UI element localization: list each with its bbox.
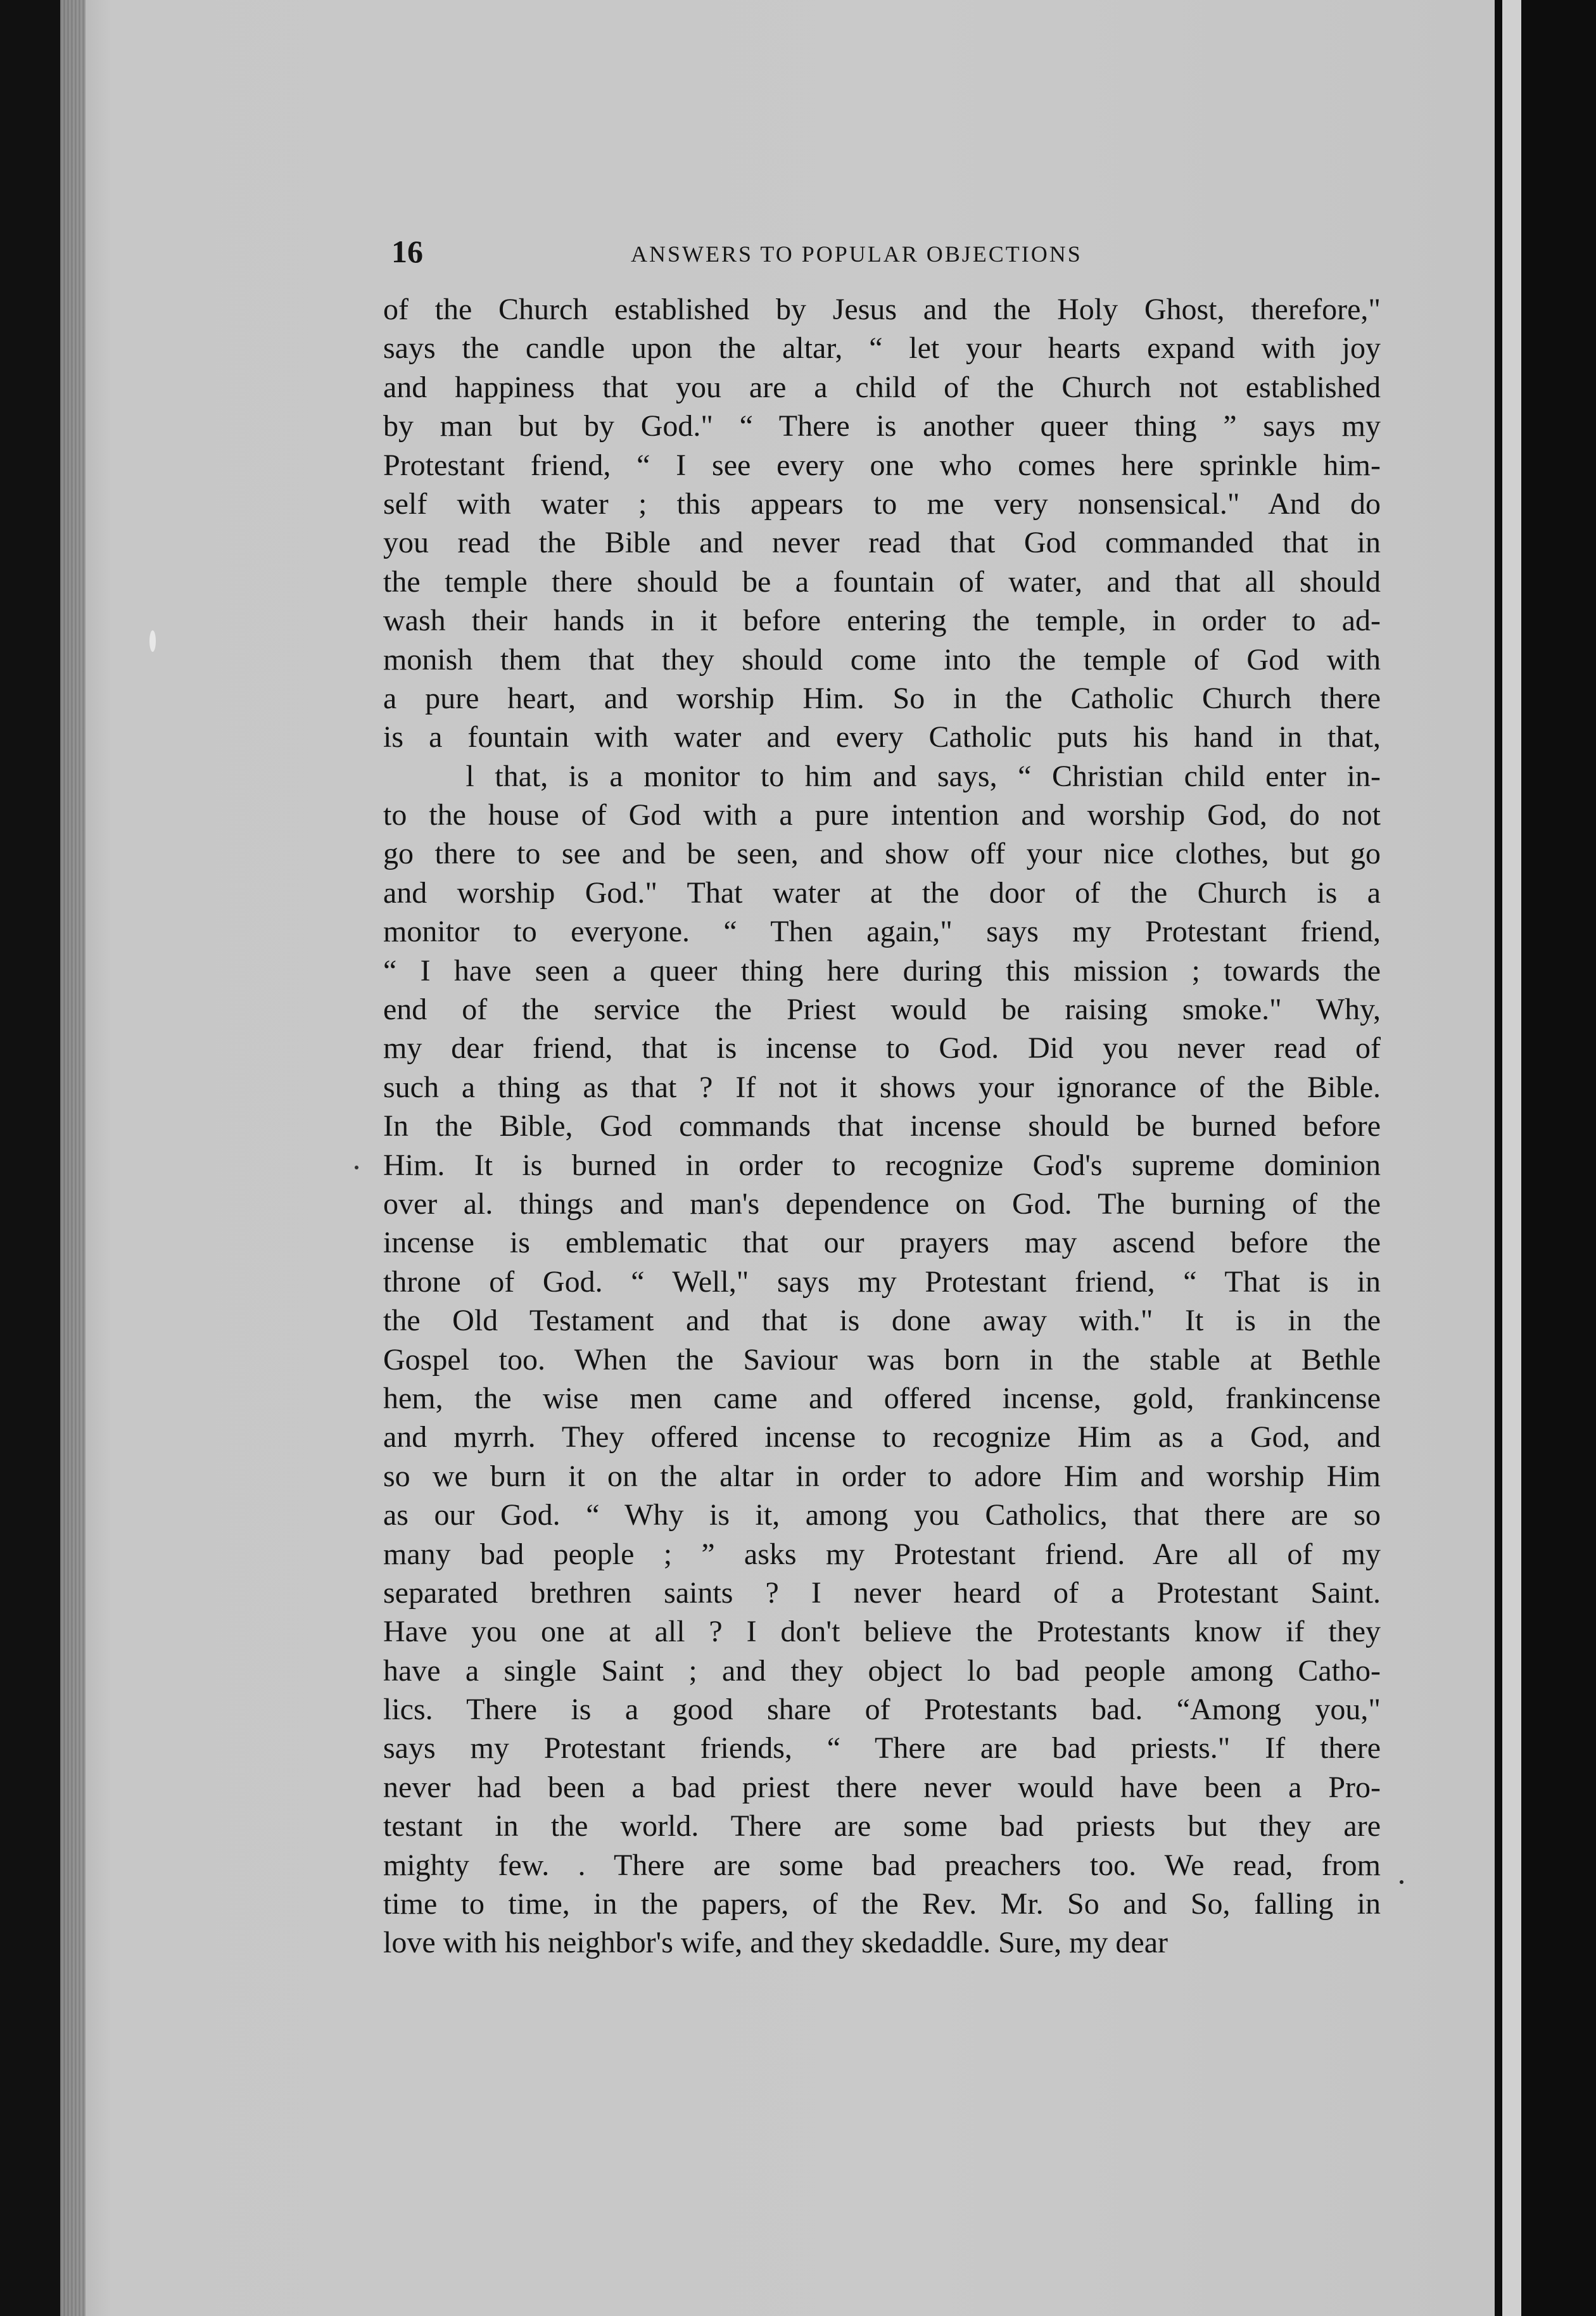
- facing-page-margin: [1502, 0, 1521, 2316]
- text-line: so we burn it on the altar in order to adore Him and worship Him: [383, 1459, 1381, 1493]
- text-line: l that, is a monitor to him and says, “ Christian child enter in-: [383, 759, 1381, 793]
- text-line: hem, the wise men came and offered incense, gold, frankincense: [383, 1381, 1381, 1415]
- text-line: the Old Testament and that is done away with." It is in the: [383, 1304, 1381, 1338]
- text-line: go there to see and be seen, and show off your nice clothes, but go: [383, 837, 1381, 871]
- text-line: a pure heart, and worship Him. So in the Catholic Church there: [383, 681, 1381, 715]
- text-line: self with water ; this appears to me very nonsensical." And do: [383, 487, 1381, 521]
- text-line: to the house of God with a pure intention and worship God, do not: [383, 798, 1381, 832]
- text-line: wash their hands in it before entering the temple, in order to ad-: [383, 604, 1381, 638]
- text-line: over al. things and man's dependence on God. The burning of the: [383, 1187, 1381, 1221]
- text-line: you read the Bible and never read that God commanded that in: [383, 526, 1381, 560]
- text-line: is a fountain with water and every Catholic puts his hand in that,: [383, 720, 1381, 754]
- scan-speck: [355, 1166, 358, 1169]
- text-line: never had been a bad priest there never would have been a Pro-: [383, 1770, 1381, 1804]
- text-line: by man but by God." “ There is another queer thing ” says my: [383, 409, 1381, 443]
- page-binding-edge: [60, 0, 86, 2316]
- text-line: testant in the world. There are some bad priests but they are: [383, 1809, 1381, 1843]
- text-line: and worship God." That water at the door of the Church is a: [383, 875, 1381, 910]
- text-line: Have you one at all ? I don't believe the Protestants know if they: [383, 1615, 1381, 1649]
- text-line: my dear friend, that is incense to God. Did you never read of: [383, 1031, 1381, 1066]
- text-line: end of the service the Priest would be raising smoke." Why,: [383, 993, 1381, 1027]
- text-line: and happiness that you are a child of the Church not established: [383, 370, 1381, 404]
- text-line: such a thing as that ? If not it shows your ignorance of the Bible.: [383, 1070, 1381, 1104]
- scan-speck: [1400, 1880, 1403, 1884]
- text-line: love with his neighbor's wife, and they skedaddle. Sure, my dear: [383, 1926, 1168, 1960]
- page-number: 16: [391, 234, 423, 269]
- text-line: lics. There is a good share of Protestants bad. “Among you,": [383, 1693, 1381, 1727]
- page-header: [391, 233, 1379, 277]
- text-line: separated brethren saints ? I never heard of a Protestant Saint.: [383, 1575, 1381, 1610]
- facing-page-edge: [1495, 0, 1596, 2316]
- text-line: throne of God. “ Well," says my Protestant friend, “ That is in: [383, 1264, 1381, 1299]
- text-line: and myrrh. They offered incense to recognize Him as a God, and: [383, 1420, 1381, 1454]
- text-line: Him. It is burned in order to recognize God's supreme dominion: [383, 1148, 1381, 1182]
- text-line: the temple there should be a fountain of water, and that all should: [383, 564, 1381, 599]
- text-line: incense is emblematic that our prayers may ascend before the: [383, 1226, 1381, 1260]
- text-line: Gospel too. When the Saviour was born in the stable at Bethle: [383, 1342, 1381, 1377]
- text-line: says the candle upon the altar, “ let your hearts expand with joy: [383, 331, 1381, 366]
- text-line: many bad people ; ” asks my Protestant friend. Are all of my: [383, 1537, 1381, 1571]
- text-line: monish them that they should come into the temple of God with: [383, 642, 1381, 677]
- text-line: as our God. “ Why is it, among you Catholics, that there are so: [383, 1498, 1381, 1532]
- scan-speck: [149, 630, 156, 652]
- text-line: says my Protestant friends, “ There are bad priests." If there: [383, 1731, 1381, 1766]
- text-line: of the Church established by Jesus and the Holy Ghost, therefore,": [383, 293, 1381, 326]
- text-line: In the Bible, God commands that incense should be burned before: [383, 1109, 1381, 1143]
- text-line: Protestant friend, “ I see every one who comes here sprinkle him-: [383, 448, 1381, 482]
- body-text: [383, 290, 1381, 1963]
- text-line: mighty few. . There are some bad preachers too. We read, from: [383, 1848, 1381, 1882]
- text-line: “ I have seen a queer thing here during this mission ; towards the: [383, 953, 1381, 988]
- text-line: time to time, in the papers, of the Rev. Mr. So and So, falling in: [383, 1887, 1381, 1921]
- text-line: have a single Saint ; and they object lo bad people among Catho-: [383, 1653, 1381, 1688]
- text-line: monitor to everyone. “ Then again," says my Protestant friend,: [383, 915, 1381, 949]
- running-head: ANSWERS TO POPULAR OBJECTIONS: [631, 241, 1082, 267]
